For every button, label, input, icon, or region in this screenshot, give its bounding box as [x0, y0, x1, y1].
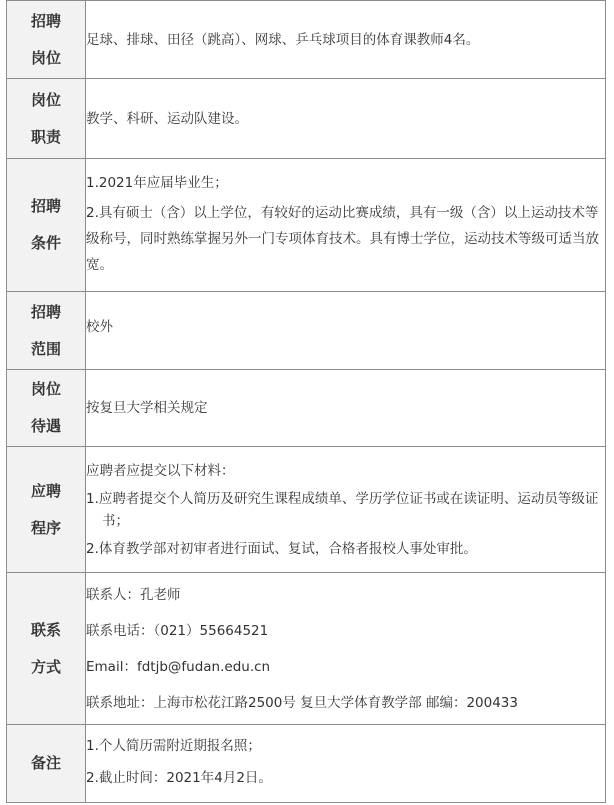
content-line: 2.截止时间：2021年4月2日。	[86, 769, 272, 786]
row-label	[7, 79, 86, 159]
label-line-2: 方式	[30, 657, 61, 676]
table-row-requirements	[7, 159, 606, 292]
table-row-notes	[7, 725, 606, 803]
label-line-1: 联系	[30, 620, 61, 639]
content-line: 按复旦大学相关规定	[86, 400, 208, 416]
content-line: 1.2021年应届毕业生；	[86, 175, 228, 191]
row-label	[7, 447, 86, 573]
label-line-1: 备注	[30, 754, 61, 772]
label-line-1: 应聘	[30, 481, 61, 500]
label-line-2: 岗位	[30, 48, 61, 67]
table-row-procedure	[7, 447, 606, 573]
content-line: 教学、科研、运动队建设。	[86, 110, 248, 127]
content-line: 足球、排球、田径（跳高）、网球、乒乓球项目的体育课教师4名。	[86, 31, 480, 48]
row-content	[86, 79, 606, 159]
row-content	[86, 725, 606, 803]
recruitment-table	[6, 0, 606, 803]
label-line-1: 岗位	[30, 380, 61, 398]
label-line-1: 招聘	[30, 197, 61, 215]
label-line-1: 招聘	[30, 302, 61, 321]
content-line: 应聘者应提交以下材料：	[86, 462, 235, 479]
content-line: 2.具有硕士（含）以上学位，有较好的运动比赛成绩，具有一级（含）以上运动技术等级称号，同时熟练掌握另外一门专项体育技术。具有博士学位，运动技术等级可适当放宽。	[86, 205, 599, 273]
label-line-1: 岗位	[30, 90, 61, 109]
row-label	[7, 725, 86, 803]
contact-person: 联系人：孔老师	[86, 586, 181, 603]
row-content	[86, 159, 606, 292]
content-line: 2.体育教学部对初审者进行面试、复试，合格者报校人事处审批。	[86, 540, 477, 557]
contact-address: 联系地址：上海市松花江路2500号 复旦大学体育教学部 邮编：200433	[86, 694, 518, 711]
label-line-2: 范围	[30, 339, 61, 358]
label-line-2: 程序	[30, 518, 61, 537]
row-content	[86, 573, 606, 725]
label-line-1: 招聘	[30, 11, 61, 30]
row-label	[7, 370, 86, 447]
label-line-2: 条件	[30, 234, 61, 252]
label-line-2: 职责	[30, 127, 61, 146]
row-content	[86, 292, 606, 370]
table-row-scope	[7, 292, 606, 370]
label-line-2: 待遇	[30, 417, 61, 435]
table-row-duties	[7, 79, 606, 159]
row-content	[86, 447, 606, 573]
content-line: 1.应聘者提交个人简历及研究生课程成绩单、学历学位证书或在读证明、运动员等级证书；	[86, 490, 599, 529]
table-row-benefits	[7, 370, 606, 447]
row-label	[7, 159, 86, 292]
row-label	[7, 573, 86, 725]
content-line: 校外	[86, 319, 113, 335]
contact-phone: 联系电话：（021）55664521	[86, 622, 269, 639]
content-line: 1.个人简历需附近期报名照；	[86, 737, 261, 754]
row-content	[86, 370, 606, 447]
table-row-contact	[7, 573, 606, 725]
row-content	[86, 1, 606, 79]
contact-email: Email：fdtjb@fudan.edu.cn	[86, 658, 271, 675]
row-label	[7, 1, 86, 79]
row-label	[7, 292, 86, 370]
table-row-position	[7, 1, 606, 79]
